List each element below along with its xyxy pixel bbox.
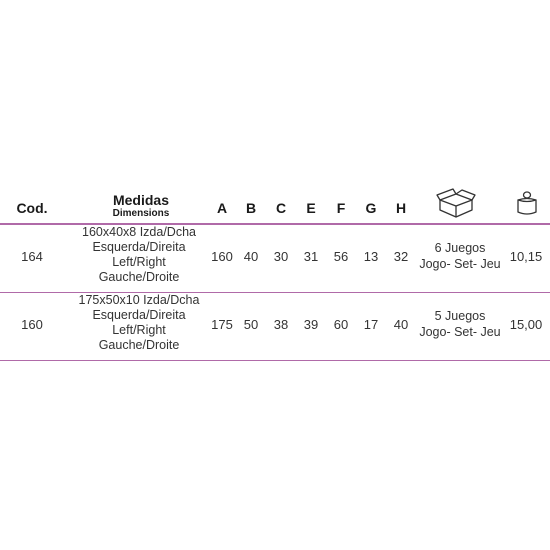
row-value-g: 13 bbox=[363, 249, 379, 264]
header-col-c: C bbox=[275, 200, 287, 216]
medidas-line: 160x40x8 Izda/Dcha bbox=[82, 225, 196, 239]
row-value-f: 60 bbox=[333, 317, 349, 332]
row-medidas bbox=[70, 225, 208, 285]
row-value-b: 50 bbox=[243, 317, 259, 332]
row-value-e: 31 bbox=[303, 249, 319, 264]
header-col-g: G bbox=[365, 200, 377, 216]
header-dimensions: Dimensions bbox=[112, 208, 170, 219]
row-weight: 10,15 bbox=[509, 249, 543, 264]
row-value-g: 17 bbox=[363, 317, 379, 332]
table-row bbox=[0, 292, 550, 360]
pack-count: 6 Juegos bbox=[434, 241, 486, 255]
row-weight: 15,00 bbox=[509, 317, 543, 332]
header-cod: Cod. bbox=[16, 200, 48, 216]
row-pack bbox=[412, 308, 508, 340]
header-col-f: F bbox=[336, 200, 346, 216]
row-cod: 160 bbox=[21, 317, 43, 332]
table-row bbox=[0, 224, 550, 292]
pack-count: 5 Juegos bbox=[434, 309, 486, 323]
medidas-line: Esquerda/Direita bbox=[92, 240, 186, 254]
row-value-h: 32 bbox=[393, 249, 409, 264]
header-medidas: Medidas bbox=[112, 192, 169, 208]
medidas-line: 175x50x10 Izda/Dcha bbox=[78, 293, 200, 307]
row-value-c: 30 bbox=[273, 249, 289, 264]
row-divider bbox=[0, 360, 550, 361]
pack-label: Jogo- Set- Jeu bbox=[419, 257, 501, 271]
medidas-line: Esquerda/Direita bbox=[92, 308, 186, 322]
row-value-a: 175 bbox=[211, 317, 233, 332]
row-medidas bbox=[70, 293, 208, 353]
row-cod: 164 bbox=[21, 249, 43, 264]
row-value-b: 40 bbox=[243, 249, 259, 264]
medidas-line: Left/Right bbox=[112, 323, 166, 337]
row-value-f: 56 bbox=[333, 249, 349, 264]
medidas-line: Gauche/Droite bbox=[98, 338, 180, 352]
medidas-line: Gauche/Droite bbox=[98, 270, 180, 284]
row-pack bbox=[412, 240, 508, 272]
box-icon bbox=[436, 188, 476, 220]
row-value-h: 40 bbox=[393, 317, 409, 332]
header-col-e: E bbox=[306, 200, 316, 216]
row-value-c: 38 bbox=[273, 317, 289, 332]
header-col-a: A bbox=[216, 200, 228, 216]
weight-icon bbox=[514, 190, 540, 218]
row-value-e: 39 bbox=[303, 317, 319, 332]
pack-label: Jogo- Set- Jeu bbox=[419, 325, 501, 339]
header-col-b: B bbox=[245, 200, 257, 216]
header-col-h: H bbox=[395, 200, 407, 216]
medidas-line: Left/Right bbox=[112, 255, 166, 269]
row-value-a: 160 bbox=[211, 249, 233, 264]
